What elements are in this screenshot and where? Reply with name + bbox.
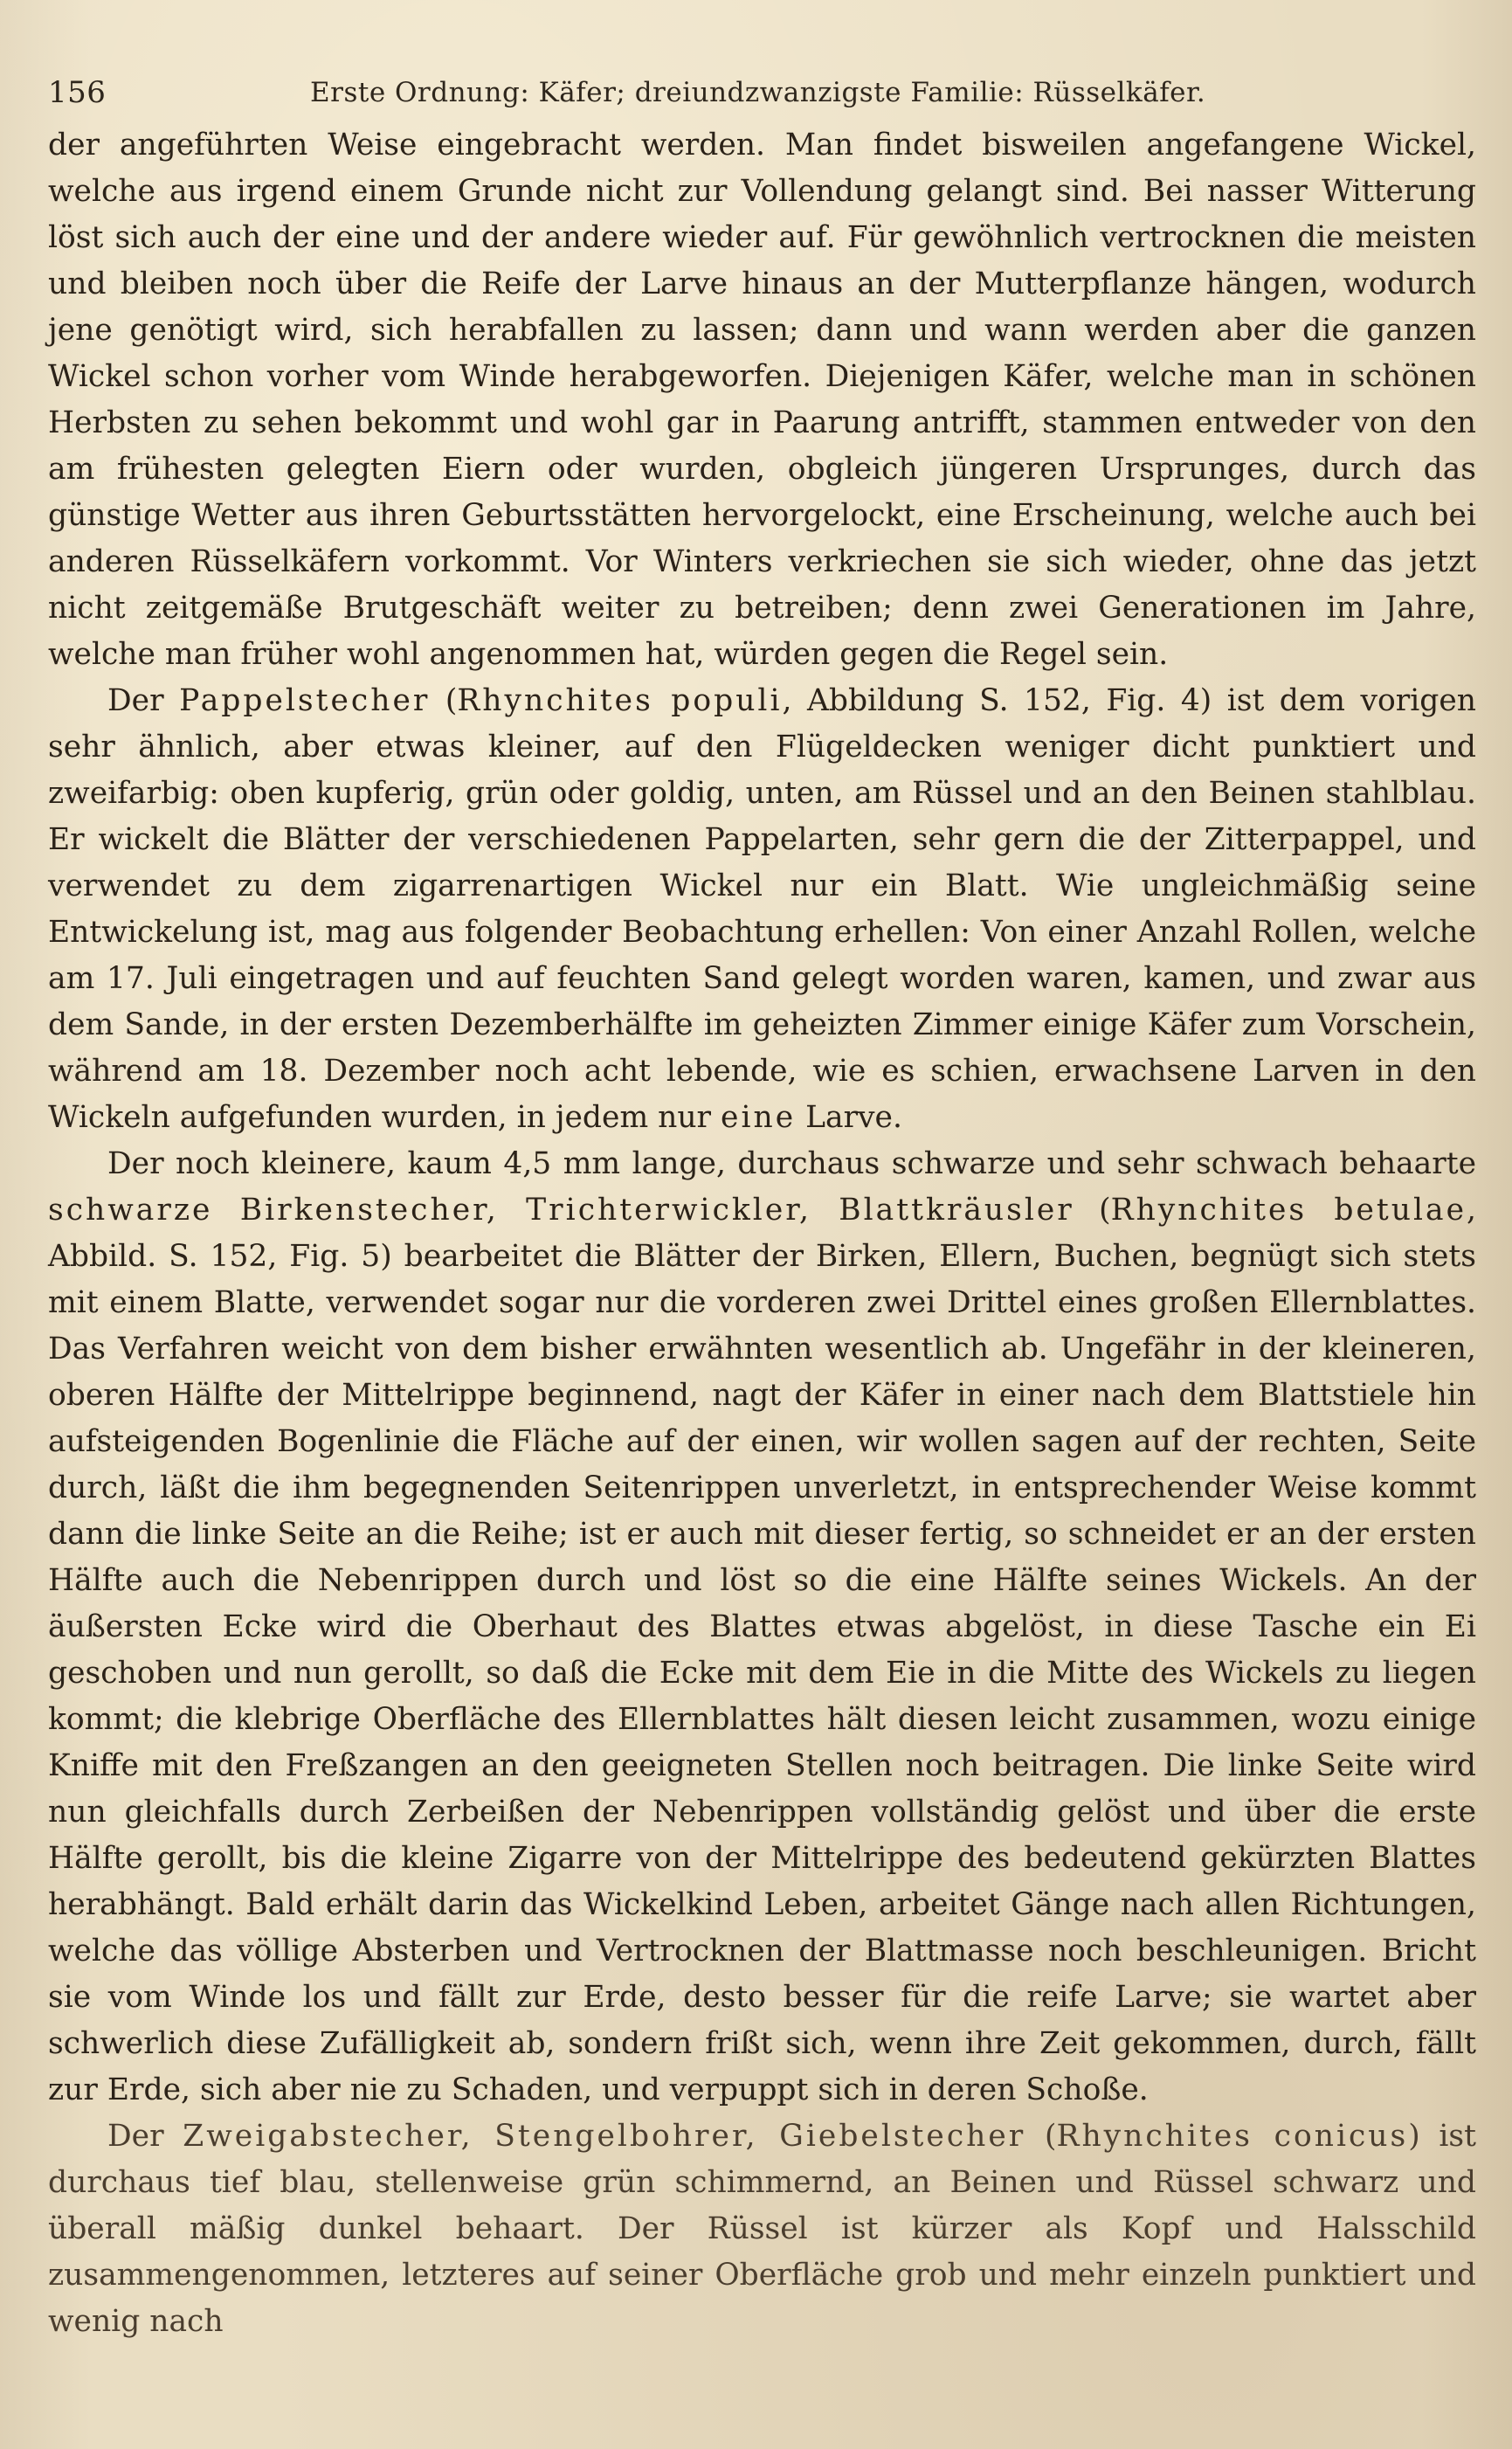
- species-latin-name: Rhynchites betulae: [1110, 1193, 1467, 1228]
- species-common-name: Zweigabstecher, Stengelbohrer, Giebelstecher: [183, 2119, 1026, 2154]
- running-title: Erste Ordnung: Käfer; dreiundzwanzigste Familie: Rüsselkäfer.: [310, 77, 1206, 108]
- species-common-name: schwarze Birkenstecher, Trichterwickler, Blattkräusler: [48, 1193, 1074, 1228]
- book-page: [48, 70, 1476, 2345]
- text-run: (: [430, 683, 458, 718]
- emphasis: eine: [721, 1100, 797, 1135]
- text-run: Larve.: [796, 1100, 902, 1135]
- body-text: [48, 122, 1476, 2345]
- text-run: (: [1074, 1193, 1111, 1228]
- text-run: ) ist durchaus tief blau, stellenweise grün schimmernd, an Beinen und Rüssel schwarz und überall mäßig dunkel behaart. Der Rüssel ist kürzer als Kopf und Halsschild zusammengenommen, letzteres auf seiner Oberfläche grob und mehr einzeln punktiert und wenig nach: [48, 2119, 1476, 2339]
- text-run: , Abbildung S. 152, Fig. 4) ist dem vorigen sehr ähnlich, aber etwas kleiner, auf den Flügeldecken weniger dicht punktiert und zweifarbig: oben kupferig, grün oder goldig, unten, am Rüssel und an den Beinen stahlblau. Er wickelt die Blätter der verschiedenen Pappelarten, sehr gern die der Zitterpappel, und verwendet zu dem zigarrenartigen Wickel nur ein Blatt. Wie ungleichmäßig seine Entwickelung ist, mag aus folgender Beobachtung erhellen: Von einer Anzahl Rollen, welche am 17. Juli eingetragen und auf feuchten Sand gelegt worden waren, kamen, und zwar aus dem Sande, in der ersten Dezemberhälfte im geheizten Zimmer einige Käfer zum Vorschein, während am 18. Dezember noch acht lebende, wie es schien, erwachsene Larven in den Wickeln aufgefunden wurden, in jedem nur: [48, 683, 1476, 1135]
- text-run: Der: [107, 683, 180, 718]
- paragraph-2: [48, 678, 1476, 1141]
- paragraph-3: [48, 1141, 1476, 2113]
- species-latin-name: Rhynchites conicus: [1056, 2119, 1409, 2154]
- species-latin-name: Rhynchites populi: [457, 683, 783, 718]
- text-run: , Abbild. S. 152, Fig. 5) bearbeitet die Blätter der Birken, Ellern, Buchen, begnügt sich stets mit einem Blatte, verwendet sogar nur die vorderen zwei Drittel eines großen Ellernblattes. Das Verfahren weicht von dem bisher erwähnten wesentlich ab. Ungefähr in der kleineren, oberen Hälfte der Mittelrippe beginnend, nagt der Käfer in einer nach dem Blattstiele hin aufsteigenden Bogenlinie die Fläche auf der einen, wir wollen sagen auf der rechten, Seite durch, läßt die ihm begegnenden Seitenrippen unverletzt, in entsprechender Weise kommt dann die linke Seite an die Reihe; ist er auch mit dieser fertig, so schneidet er an der ersten Hälfte auch die Nebenrippen durch und löst so die eine Hälfte seines Wickels. An der äußersten Ecke wird die Oberhaut des Blattes etwas abgelöst, in diese Tasche ein Ei geschoben und nun gerollt, so daß die Ecke mit dem Eie in die Mitte des Wickels zu liegen kommt; die klebrige Oberfläche des Ellernblattes hält diesen leicht zusammen, wozu einige Kniffe mit den Freßzangen an den geeigneten Stellen noch beitragen. Die linke Seite wird nun gleichfalls durch Zerbeißen der Nebenrippen vollständig gelöst und über die erste Hälfte gerollt, bis die kleine Zigarre von der Mittelrippe des bedeutend gekürzten Blattes herabhängt. Bald erhält darin das Wickelkind Leben, arbeitet Gänge nach allen Richtungen, welche das völlige Absterben und Vertrocknen der Blattmasse noch beschleunigen. Bricht sie vom Winde los und fällt zur Erde, desto besser für die reife Larve; sie wartet aber schwerlich diese Zufälligkeit ab, sondern frißt sich, wenn ihre Zeit gekommen, durch, fällt zur Erde, sich aber nie zu Schaden, und verpuppt sich in deren Schoße.: [48, 1193, 1476, 2107]
- paragraph-4: [48, 2113, 1476, 2345]
- text-run: Der noch kleinere, kaum 4,5 mm lange, durchaus schwarze und sehr schwach behaarte: [107, 1146, 1476, 1181]
- text-run: der angeführten Weise eingebracht werden. Man findet bisweilen angefangene Wickel, welche aus irgend einem Grunde nicht zur Vollendung gelangt sind. Bei nasser Witterung löst sich auch der eine und der andere wieder auf. Für gewöhnlich vertrocknen die meisten und bleiben noch über die Reife der Larve hinaus an der Mutterpflanze hängen, wodurch jene genötigt wird, sich herabfallen zu lassen; dann und wann werden aber die ganzen Wickel schon vorher vom Winde herabgeworfen. Diejenigen Käfer, welche man in schönen Herbsten zu sehen bekommt und wohl gar in Paarung antrifft, stammen entweder von den am frühesten gelegten Eiern oder wurden, obgleich jüngeren Ursprunges, durch das günstige Wetter aus ihren Geburtsstätten hervorgelockt, eine Erscheinung, welche auch bei anderen Rüsselkäfern vorkommt. Vor Winters verkriechen sie sich wieder, ohne das jetzt nicht zeitgemäße Brutgeschäft weiter zu betreiben; denn zwei Generationen im Jahre, welche man früher wohl angenommen hat, würden gegen die Regel sein.: [48, 128, 1476, 672]
- text-run: Der: [107, 2119, 183, 2154]
- text-run: (: [1025, 2119, 1057, 2154]
- paragraph-1: [48, 122, 1476, 678]
- species-common-name: Pappelstecher: [179, 683, 431, 718]
- running-header: [48, 70, 1476, 122]
- page-number: 156: [48, 75, 107, 110]
